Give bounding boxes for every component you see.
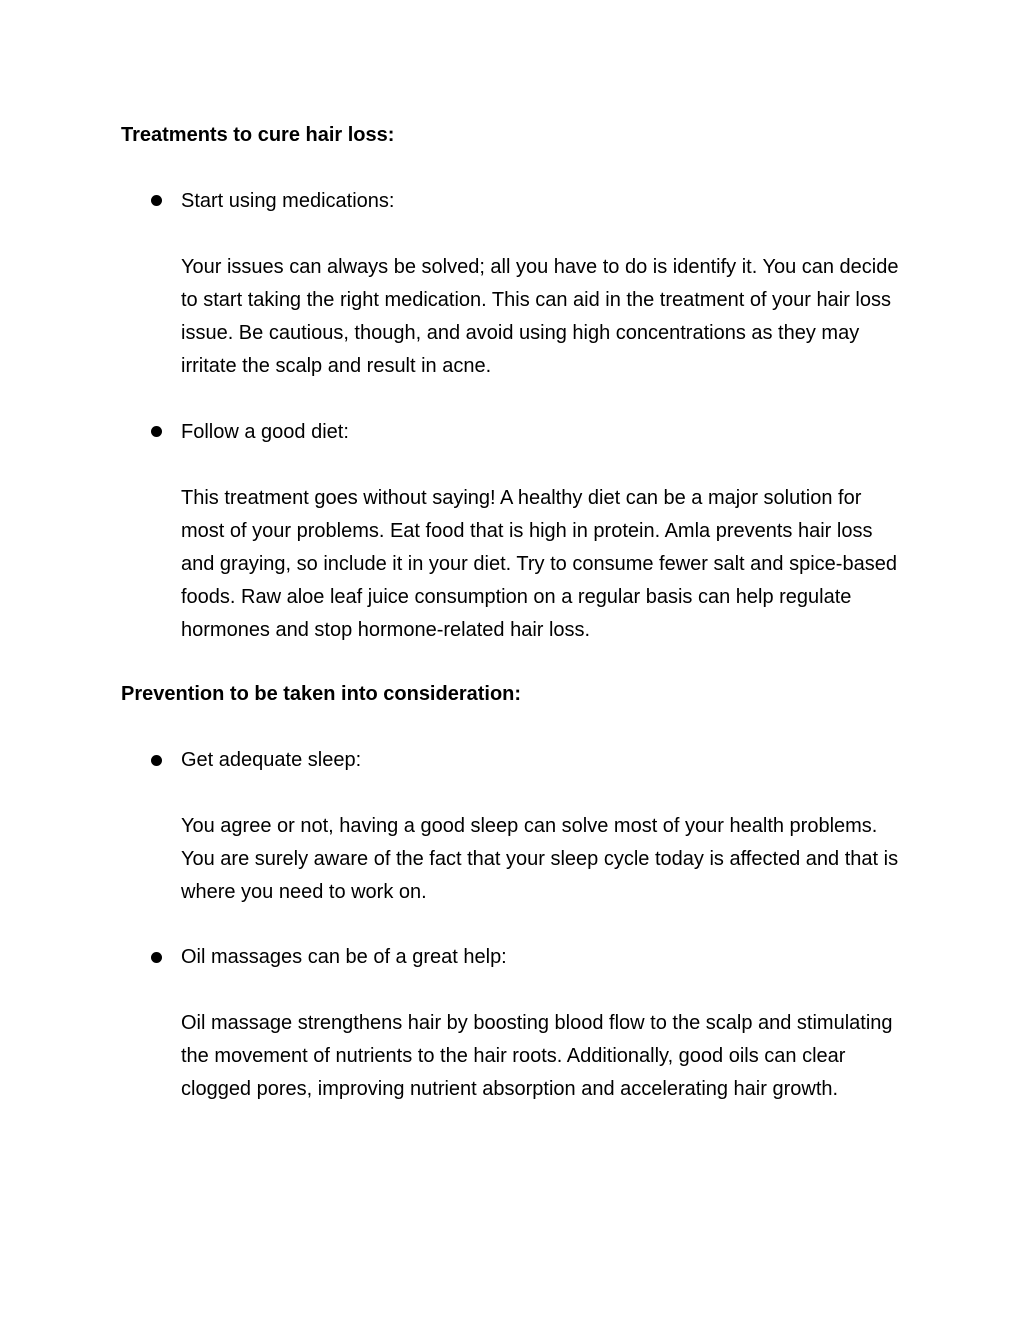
bullet-item-medications: Start using medications:: [181, 190, 395, 212]
bullet-icon: [151, 952, 162, 963]
section-heading-treatments: Treatments to cure hair loss:: [121, 124, 395, 146]
paragraph-sleep: You agree or not, having a good sleep can solve most of your health problems. You are surely aware of the fact that your sleep cycle today is affected and that is where you need to work on.: [181, 815, 899, 903]
bullet-item-sleep: Get adequate sleep:: [181, 749, 362, 771]
bullet-item-diet: Follow a good diet:: [181, 421, 349, 443]
paragraph-diet: This treatment goes without saying! A healthy diet can be a major solution for most of your problems. Eat food that is high in protein. Amla prevents hair loss and graying, so include it in your diet. Try to consume fewer salt and spice-based foods. Raw aloe leaf juice consumption on a regular basis can help regulate hormones and stop hormone-related hair loss.: [181, 487, 897, 641]
bullet-icon: [151, 426, 162, 437]
bullet-icon: [151, 195, 162, 206]
section-heading-prevention: Prevention to be taken into consideration:: [121, 683, 522, 705]
bullet-icon: [151, 755, 162, 766]
paragraph-medications: Your issues can always be solved; all you have to do is identify it. You can decide to start taking the right medication. This can aid in the treatment of your hair loss issue. Be cautious, though, and avoid using high concentrations as they may irritate the scalp and result in acne.: [181, 256, 899, 377]
bullet-item-oil-massage: Oil massages can be of a great help:: [181, 946, 507, 968]
paragraph-oil-massage: Oil massage strengthens hair by boosting blood flow to the scalp and stimulating the movement of nutrients to the hair roots. Additionally, good oils can clear clogged pores, improving nutrient absorption and accelerating hair growth.: [181, 1012, 893, 1100]
